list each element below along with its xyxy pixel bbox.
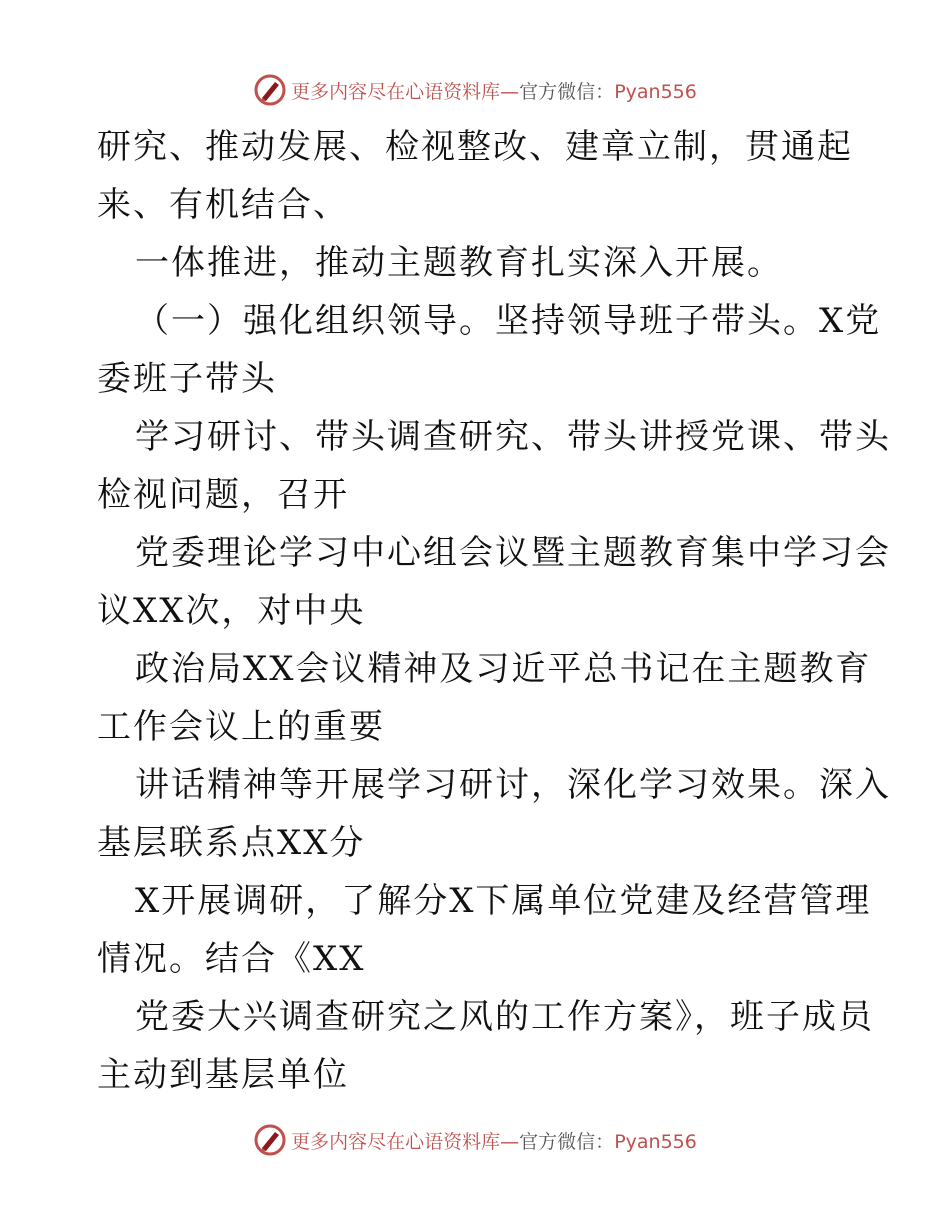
body-line: 研究、推动发展、检视整改、建章立制，贯通起: [97, 127, 853, 167]
body-line: 工作会议上的重要: [97, 707, 385, 747]
banner-wechat-handle: Pyan556: [614, 1130, 697, 1153]
body-line: 讲话精神等开展学习研讨，深化学习效果。深入: [135, 765, 891, 805]
body-line: 主动到基层单位: [97, 1055, 349, 1095]
banner-wechat-handle: Pyan556: [614, 80, 697, 103]
banner-brand: 更多内容尽在心语资料库: [291, 80, 501, 103]
pen-circle-logo-icon: [253, 1123, 287, 1157]
body-line: 党委理论学习中心组会议暨主题教育集中学习会: [135, 533, 891, 573]
body-line: 一体推进，推动主题教育扎实深入开展。: [135, 243, 783, 283]
body-line: 学习研讨、带头调查研究、带头讲授党课、带头: [135, 417, 891, 457]
body-line: X开展调研，了解分X下属单位党建及经营管理: [135, 881, 872, 921]
footer-banner: [0, 1120, 950, 1160]
banner-text: [291, 77, 697, 104]
body-line: 检视问题，召开: [97, 475, 349, 515]
body-line: 基层联系点XX分: [97, 823, 366, 863]
body-line: 政治局XX会议精神及习近平总书记在主题教育: [135, 649, 872, 689]
body-line: （一）强化组织领导。坚持领导班子带头。X党: [135, 301, 882, 341]
document-body: [97, 118, 891, 1104]
body-line: 委班子带头: [97, 359, 277, 399]
header-banner: [0, 70, 950, 110]
banner-brand: 更多内容尽在心语资料库: [291, 1130, 501, 1153]
body-line: 党委大兴调查研究之风的工作方案》，班子成员: [135, 997, 874, 1037]
body-line: 议XX次，对中央: [97, 591, 366, 631]
body-line: 来、有机结合、: [97, 185, 349, 225]
body-line: 情况。结合《XX: [97, 939, 366, 979]
banner-official-label: 官方微信：: [519, 80, 615, 103]
banner-text: [291, 1127, 697, 1154]
pen-circle-logo-icon: [253, 73, 287, 107]
banner-dash: —: [500, 80, 520, 103]
banner-dash: —: [500, 1130, 520, 1153]
banner-official-label: 官方微信：: [519, 1130, 615, 1153]
